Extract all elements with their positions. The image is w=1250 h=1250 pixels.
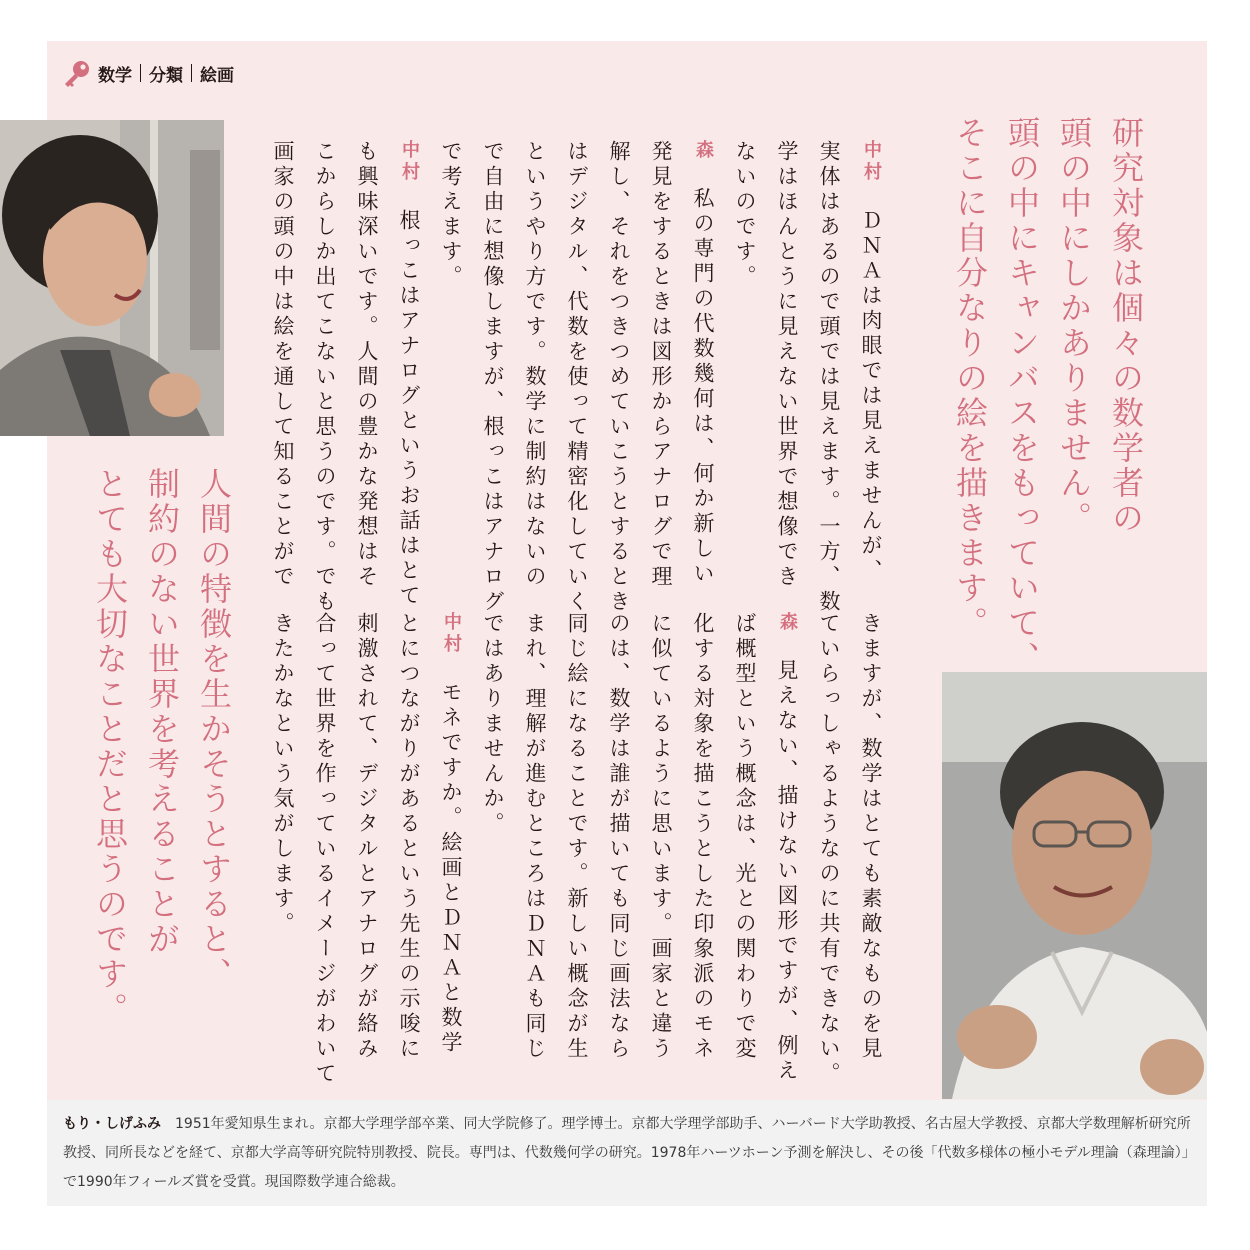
text-column: も興味深いです。人間の豊かな発想はそ <box>355 140 379 590</box>
text-column: 学はほんとうに見えない世界で想像でき <box>775 140 799 590</box>
text-column <box>850 140 892 600</box>
text-column <box>388 140 430 609</box>
photo-mori <box>942 672 1207 1099</box>
text-column: 刺激されて、デジタルとアナログが絡み <box>355 612 379 1062</box>
text-column: ないのです。 <box>733 140 757 290</box>
pull-quote-line: とても大切なことだと思うのです。 <box>91 467 129 1027</box>
speaker-label: 森 <box>693 140 714 162</box>
text-column: というやり方です。数学に制約はないの <box>523 140 547 590</box>
text-column <box>766 612 808 1082</box>
pull-quote-line: 頭の中にキャンバスをもっていて、 <box>1003 116 1041 676</box>
pull-quote-line: 研究対象は個々の数学者の <box>1107 116 1145 536</box>
text-column: で考えます。 <box>439 140 463 290</box>
column-text: モネですか。絵画とＤＮＡと数学 <box>439 656 463 1056</box>
text-column: 実体はあるので頭では見えます。一方、数 <box>817 140 841 615</box>
text-column: 同じ絵になることです。新しい概念が生 <box>565 612 589 1062</box>
dialogue-lower <box>262 612 892 1087</box>
text-column: 発見をするときは図形からアナログで理 <box>649 140 673 590</box>
text-column <box>430 612 472 1082</box>
speaker-label: 森 <box>777 612 798 634</box>
text-column <box>682 140 724 600</box>
text-column: きたかなという気がします。 <box>271 612 295 937</box>
tag-classification: 分類 <box>149 65 183 86</box>
tag-painting: 絵画 <box>200 65 234 86</box>
speaker-label: 中村 <box>399 140 420 184</box>
pull-quote-right <box>944 116 1152 676</box>
key-icon <box>62 58 92 88</box>
bio-name: もり・しげふみ <box>63 1116 161 1132</box>
column-text: 私の専門の代数幾何は、何か新しい <box>691 162 715 587</box>
text-column: まれ、理解が進むところはＤＮＡも同じ <box>523 612 547 1062</box>
text-column: きますが、数学はとても素敵なものを見 <box>859 612 883 1062</box>
text-column: 化する対象を描こうとした印象派のモネ <box>691 612 715 1062</box>
speaker-label: 中村 <box>441 612 462 656</box>
pull-quote-line: 頭の中にしかありません。 <box>1055 116 1093 536</box>
text-column: のは、数学は誰が描いても同じ画法なら <box>607 612 631 1062</box>
category-tags <box>62 58 234 88</box>
column-text: ＤＮＡは肉眼では見えませんが、 <box>859 184 883 584</box>
dialogue-upper <box>262 140 892 615</box>
text-column: 画家の頭の中は絵を通して知ることがで <box>271 140 295 590</box>
text-column: で自由に想像しますが、根っこはアナログ <box>481 140 505 615</box>
text-column: 解し、それをつきつめていこうとするとき <box>607 140 631 615</box>
speaker-label: 中村 <box>861 140 882 184</box>
column-text: 見えない、描けない図形ですが、例え <box>775 634 799 1084</box>
biography-box <box>47 1100 1207 1206</box>
column-text: 根っこはアナログというお話はとて <box>397 184 421 609</box>
tag-divider <box>140 64 141 82</box>
text-column: はデジタル、代数を使って精密化していく <box>565 140 589 615</box>
pull-quote-line: 人間の特徴を生かそうとすると、 <box>195 467 233 992</box>
bio-body: 1951年愛知県生まれ。京都大学理学部卒業、同大学院修了。理学博士。京都大学理学部助手、ハーバード大学助教授、名古屋大学教授、京都大学数理解析研究所教授、同所長などを経て、京都大学高等研究院特別教授、院長。専門は、代数幾何学の研究。1978年ハーツホーン予測を解決し、その後「代数多様体の極小モデル理論（森理論）」で1990年フィールズ賞を受賞。現国際数学連合総裁。 <box>63 1116 1191 1190</box>
pull-quote-left <box>84 467 240 1027</box>
biography-text <box>63 1110 1193 1197</box>
photo-nakamura <box>0 120 224 436</box>
tag-math: 数学 <box>98 65 132 86</box>
text-column: ば概型という概念は、光との関わりで変 <box>733 612 757 1062</box>
text-column: とにつながりがあるという先生の示唆に <box>397 612 421 1062</box>
pull-quote-line: そこに自分なりの絵を描きます。 <box>951 116 989 641</box>
tag-divider <box>191 64 192 82</box>
text-column: に似ているように思います。画家と違う <box>649 612 673 1062</box>
pull-quote-line: 制約のない世界を考えることが <box>143 467 181 957</box>
text-column: こからしか出てこないと思うのです。でも <box>313 140 337 615</box>
text-column: ではありませんか。 <box>481 612 505 837</box>
text-column: ていらっしゃるようなのに共有できない。 <box>817 612 841 1087</box>
text-column: 合って世界を作っているイメージがわいて <box>313 612 337 1087</box>
